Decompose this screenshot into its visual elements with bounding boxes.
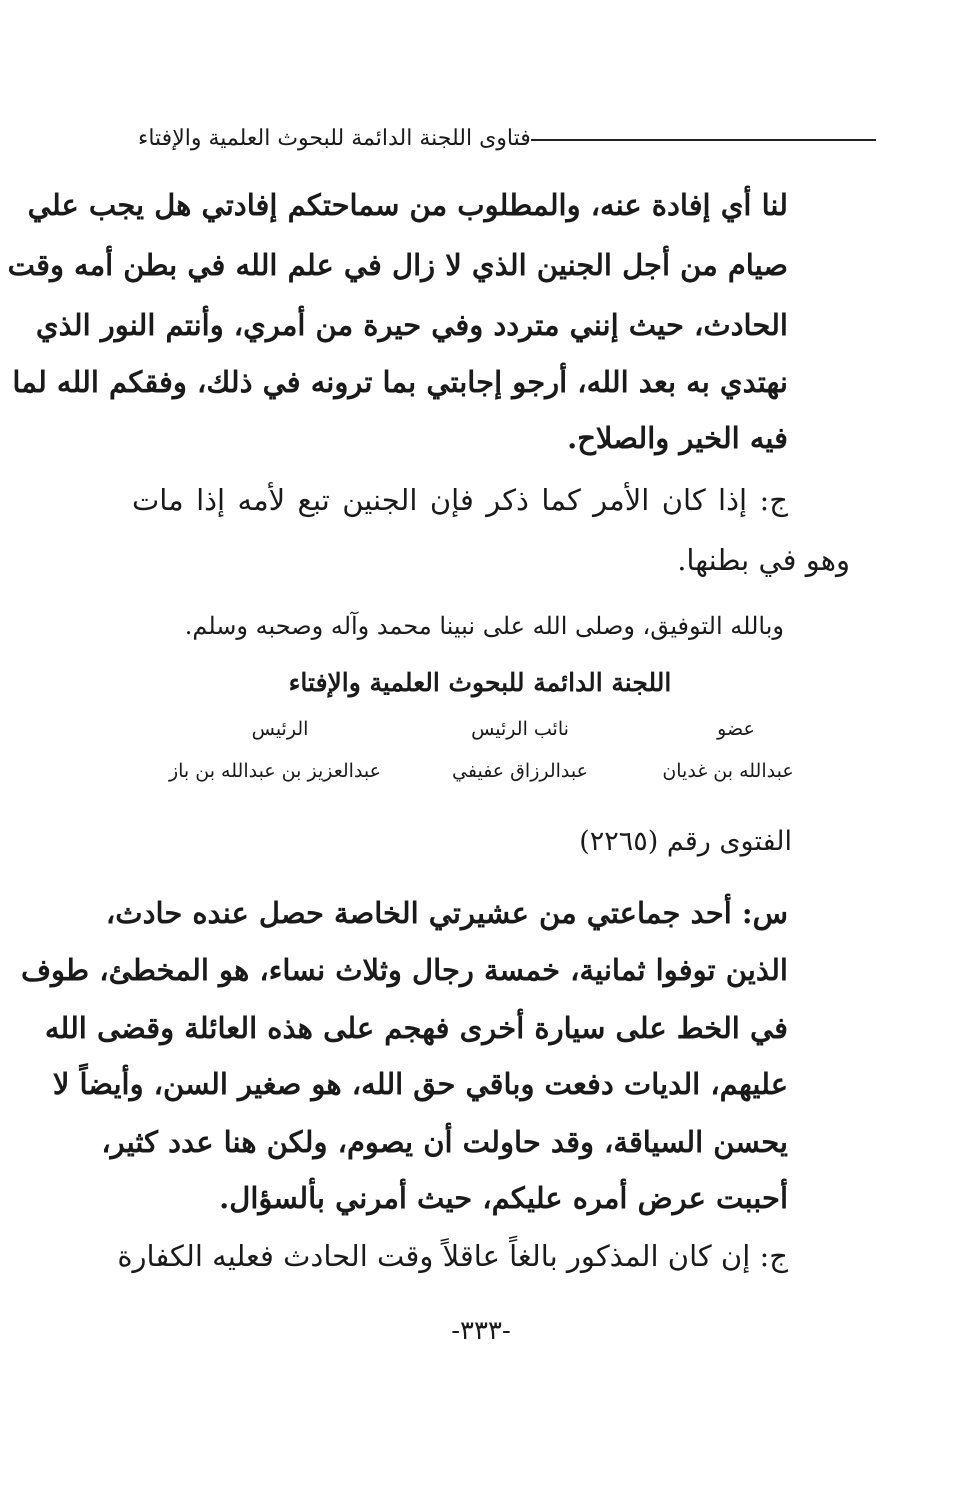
running-header <box>128 118 876 158</box>
header-rule <box>531 139 876 141</box>
answer-line: ج: إذا كان الأمر كما ذكر فإن الجنين تبع لأمه إذا مات <box>132 483 788 517</box>
body-line: فيه الخير والصلاح. <box>567 421 788 455</box>
closing-formula: وبالله التوفيق، وصلى الله على نبينا محمد وآله وصحبه وسلم. <box>184 612 784 640</box>
running-title: فتاوى اللجنة الدائمة للبحوث العلمية والإفتاء <box>138 125 531 151</box>
question-line: أحببت عرض أمره عليكم، حيث أمرني بألسؤال. <box>219 1181 788 1215</box>
fatwa-number: الفتوى رقم (٢٢٦٥) <box>579 826 792 857</box>
question-line: في الخط على سيارة أخرى فهجم على هذه العائلة وقضى الله <box>44 1011 788 1045</box>
question-line: الذين توفوا ثمانية، خمسة رجال وثلاث نساء، هو المخطئ، طوف <box>21 953 788 987</box>
member-role: عضو <box>717 718 755 740</box>
question-line: س: أحد جماعتي من عشيرتي الخاصة حصل عنده حادث، <box>105 896 788 930</box>
page-number: -٣٣٣- <box>451 1316 511 1346</box>
body-line: صيام من أجل الجنين الذي لا زال في علم الله في بطن أمه وقت <box>7 248 788 282</box>
answer-line: ج: إن كان المذكور بالغاً عاقلاً وقت الحادث فعليه الكفارة <box>117 1239 788 1273</box>
member-name: عبدالعزيز بن عبدالله بن باز <box>168 760 382 782</box>
question-line: يحسن السياقة، وقد حاولت أن يصوم، ولكن هنا عدد كثير، <box>101 1125 788 1159</box>
body-line: لنا أي إفادة عنه، والمطلوب من سماحتكم إفادتي هل يجب علي <box>27 188 788 222</box>
body-line: الحادث، حيث إنني متردد وفي حيرة من أمري، وأنتم النور الذي <box>35 308 788 342</box>
member-name: عبدالرزاق عفيفي <box>452 760 588 782</box>
member-name: عبدالله بن غديان <box>662 760 794 782</box>
body-line: نهتدي به بعد الله، أرجو إجابتي بما ترونه في ذلك، وفقكم الله لما <box>12 365 788 399</box>
committee-title: اللجنة الدائمة للبحوث العلمية والإفتاء <box>288 668 672 697</box>
member-role: نائب الرئيس <box>471 718 569 740</box>
answer-line: وهو في بطنها. <box>677 543 850 577</box>
member-role: الرئيس <box>251 718 309 740</box>
question-line: عليهم، الديات دفعت وباقي حق الله، هو صغير السن، وأيضاً لا <box>52 1067 788 1101</box>
